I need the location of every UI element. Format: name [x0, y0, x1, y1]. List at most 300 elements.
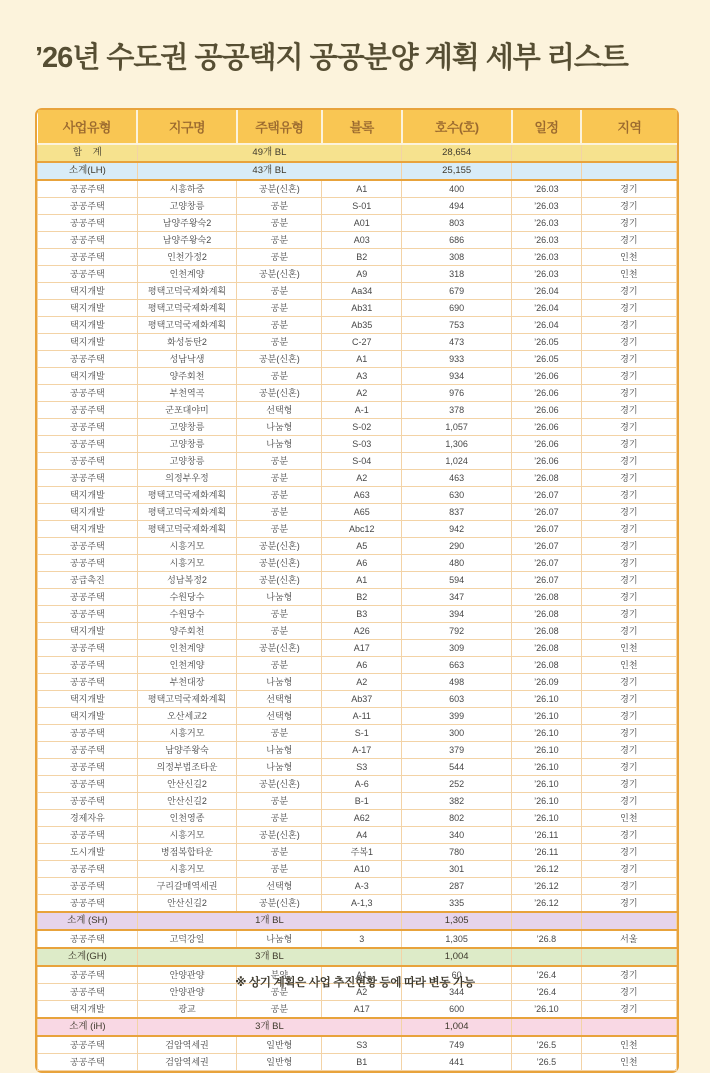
cell-business-type: 경제자유	[38, 810, 138, 827]
cell-block: Ab37	[322, 691, 402, 708]
cell-region: 경기	[581, 589, 676, 606]
cell-units: 400	[402, 180, 512, 198]
cell-schedule: ’26.08	[512, 657, 582, 674]
subtotal-row-2-units: 1,004	[402, 948, 512, 966]
col-header-district: 지구명	[137, 110, 237, 144]
table-row	[38, 232, 677, 249]
cell-block: S-03	[322, 436, 402, 453]
cell-region: 경기	[581, 966, 676, 984]
cell-schedule: ’26.08	[512, 589, 582, 606]
cell-block: A1	[322, 351, 402, 368]
cell-block: B3	[322, 606, 402, 623]
cell-housing-type: 일반형	[237, 1054, 322, 1071]
cell-business-type: 공공주택	[38, 861, 138, 878]
subtotal-row-3-region	[581, 1018, 676, 1036]
cell-region: 경기	[581, 674, 676, 691]
cell-housing-type: 공분	[237, 232, 322, 249]
cell-business-type: 공공주택	[38, 198, 138, 215]
cell-district: 화성동탄2	[137, 334, 237, 351]
cell-units: 344	[402, 984, 512, 1001]
table-row	[38, 215, 677, 232]
cell-district: 고양창릉	[137, 436, 237, 453]
cell-block: S-1	[322, 725, 402, 742]
cell-district: 시흥거모	[137, 538, 237, 555]
cell-business-type: 공공주택	[38, 640, 138, 657]
cell-units: 690	[402, 300, 512, 317]
table-row	[38, 368, 677, 385]
cell-units: 663	[402, 657, 512, 674]
cell-schedule: ’26.07	[512, 572, 582, 589]
cell-schedule: ’26.08	[512, 640, 582, 657]
cell-units: 976	[402, 385, 512, 402]
cell-units: 308	[402, 249, 512, 266]
cell-block: B-1	[322, 793, 402, 810]
cell-block: A2	[322, 470, 402, 487]
cell-housing-type: 나눔형	[237, 419, 322, 436]
cell-region: 경기	[581, 351, 676, 368]
cell-housing-type: 공분	[237, 487, 322, 504]
cell-business-type: 공공주택	[38, 878, 138, 895]
cell-district: 시흥거모	[137, 555, 237, 572]
cell-region: 경기	[581, 232, 676, 249]
cell-region: 경기	[581, 334, 676, 351]
cell-units: 753	[402, 317, 512, 334]
cell-schedule: ’26.08	[512, 623, 582, 640]
cell-block: A4	[322, 827, 402, 844]
cell-units: 837	[402, 504, 512, 521]
cell-business-type: 공공주택	[38, 589, 138, 606]
cell-units: 802	[402, 810, 512, 827]
cell-block: B2	[322, 249, 402, 266]
cell-district: 성남복정2	[137, 572, 237, 589]
cell-units: 679	[402, 283, 512, 300]
cell-housing-type: 선택형	[237, 878, 322, 895]
cell-units: 933	[402, 351, 512, 368]
cell-units: 335	[402, 895, 512, 913]
cell-block: A17	[322, 640, 402, 657]
cell-units: 792	[402, 623, 512, 640]
table-body	[38, 144, 677, 1071]
cell-schedule: ’26.05	[512, 351, 582, 368]
cell-units: 494	[402, 198, 512, 215]
cell-district: 인천계양	[137, 657, 237, 674]
cell-district: 부천대장	[137, 674, 237, 691]
cell-block: C-27	[322, 334, 402, 351]
cell-block: A-11	[322, 708, 402, 725]
cell-units: 686	[402, 232, 512, 249]
table-row	[38, 861, 677, 878]
cell-housing-type: 공분(신혼)	[237, 895, 322, 913]
subtotal-row-3-schedule	[512, 1018, 582, 1036]
table-row	[38, 827, 677, 844]
cell-housing-type: 나눔형	[237, 589, 322, 606]
cell-schedule: ’26.06	[512, 402, 582, 419]
cell-district: 구리갈매역세권	[137, 878, 237, 895]
table-row	[38, 810, 677, 827]
subtotal-row-0-schedule	[512, 162, 582, 180]
cell-region: 인천	[581, 1036, 676, 1054]
table-row	[38, 334, 677, 351]
cell-units: 1,306	[402, 436, 512, 453]
cell-block: A03	[322, 232, 402, 249]
cell-region: 서울	[581, 930, 676, 948]
cell-schedule: ’26.09	[512, 674, 582, 691]
table-row	[38, 793, 677, 810]
cell-units: 1,057	[402, 419, 512, 436]
cell-housing-type: 공분	[237, 844, 322, 861]
cell-schedule: ’26.06	[512, 436, 582, 453]
cell-units: 340	[402, 827, 512, 844]
cell-district: 고양창릉	[137, 198, 237, 215]
cell-business-type: 공공주택	[38, 249, 138, 266]
cell-district: 인천영종	[137, 810, 237, 827]
cell-district: 안양관양	[137, 966, 237, 984]
cell-business-type: 공공주택	[38, 827, 138, 844]
cell-housing-type: 나눔형	[237, 742, 322, 759]
table-row	[38, 742, 677, 759]
cell-schedule: ’26.11	[512, 844, 582, 861]
cell-business-type: 공공주택	[38, 984, 138, 1001]
table-row	[38, 453, 677, 470]
cell-district: 고양창릉	[137, 453, 237, 470]
table-row	[38, 402, 677, 419]
total-row-schedule	[512, 144, 582, 162]
col-header-business-type: 사업유형	[38, 110, 138, 144]
cell-schedule: ’26.12	[512, 878, 582, 895]
cell-district: 성남낙생	[137, 351, 237, 368]
cell-district: 안양관양	[137, 984, 237, 1001]
table-row	[38, 1001, 677, 1019]
table-row	[38, 487, 677, 504]
cell-schedule: ’26.10	[512, 708, 582, 725]
cell-units: 480	[402, 555, 512, 572]
table-row	[38, 351, 677, 368]
table-row	[38, 776, 677, 793]
cell-business-type: 공공주택	[38, 930, 138, 948]
col-header-housing-type: 주택유형	[237, 110, 322, 144]
cell-block: A6	[322, 555, 402, 572]
cell-block: S3	[322, 1036, 402, 1054]
cell-block: A62	[322, 810, 402, 827]
page-title: ’26년 수도권 공공택지 공공분양 계획 세부 리스트	[35, 42, 628, 74]
cell-units: 441	[402, 1054, 512, 1071]
total-row-region	[581, 144, 676, 162]
cell-housing-type: 공분(신혼)	[237, 827, 322, 844]
cell-schedule: ’26.03	[512, 266, 582, 283]
total-row-bl-count: 49개 BL	[137, 144, 402, 162]
total-row	[38, 144, 677, 162]
cell-housing-type: 나눔형	[237, 759, 322, 776]
cell-business-type: 공공주택	[38, 419, 138, 436]
cell-units: 300	[402, 725, 512, 742]
table-row	[38, 878, 677, 895]
cell-schedule: ’26.08	[512, 470, 582, 487]
cell-schedule: ’26.07	[512, 555, 582, 572]
cell-region: 경기	[581, 623, 676, 640]
cell-housing-type: 공분	[237, 504, 322, 521]
subtotal-row-1	[38, 912, 677, 930]
cell-schedule: ’26.8	[512, 930, 582, 948]
cell-district: 오산세교2	[137, 708, 237, 725]
cell-region: 경기	[581, 793, 676, 810]
table-row	[38, 555, 677, 572]
table-row	[38, 759, 677, 776]
plan-table-grid	[37, 110, 677, 1071]
cell-block: A63	[322, 487, 402, 504]
cell-schedule: ’26.4	[512, 984, 582, 1001]
cell-schedule: ’26.10	[512, 759, 582, 776]
cell-housing-type: 공분	[237, 793, 322, 810]
cell-schedule: ’26.03	[512, 180, 582, 198]
table-row	[38, 1054, 677, 1071]
cell-block: 주복1	[322, 844, 402, 861]
cell-region: 경기	[581, 742, 676, 759]
cell-region: 경기	[581, 555, 676, 572]
cell-schedule: ’26.11	[512, 827, 582, 844]
cell-region: 경기	[581, 419, 676, 436]
cell-block: A01	[322, 215, 402, 232]
cell-schedule: ’26.08	[512, 606, 582, 623]
cell-housing-type: 공분	[237, 657, 322, 674]
cell-units: 473	[402, 334, 512, 351]
cell-region: 경기	[581, 895, 676, 913]
table-row	[38, 640, 677, 657]
cell-business-type: 택지개발	[38, 317, 138, 334]
cell-units: 630	[402, 487, 512, 504]
cell-block: Aa34	[322, 283, 402, 300]
subtotal-row-0	[38, 162, 677, 180]
cell-block: A2	[322, 674, 402, 691]
cell-schedule: ’26.07	[512, 538, 582, 555]
cell-schedule: ’26.4	[512, 966, 582, 984]
table-row	[38, 930, 677, 948]
cell-block: A-3	[322, 878, 402, 895]
total-row-units: 28,654	[402, 144, 512, 162]
cell-units: 463	[402, 470, 512, 487]
cell-units: 1,305	[402, 930, 512, 948]
cell-business-type: 공공주택	[38, 232, 138, 249]
cell-block: A2	[322, 385, 402, 402]
cell-schedule: ’26.10	[512, 1001, 582, 1019]
cell-block: A17	[322, 1001, 402, 1019]
cell-business-type: 공공주택	[38, 759, 138, 776]
subtotal-row-1-region	[581, 912, 676, 930]
cell-housing-type: 공분(신혼)	[237, 180, 322, 198]
table-row	[38, 266, 677, 283]
cell-block: A3	[322, 368, 402, 385]
cell-housing-type: 공분	[237, 623, 322, 640]
table-row	[38, 436, 677, 453]
table-row	[38, 657, 677, 674]
cell-business-type: 공공주택	[38, 742, 138, 759]
cell-schedule: ’26.5	[512, 1036, 582, 1054]
cell-district: 군포대야미	[137, 402, 237, 419]
cell-district: 안산신길2	[137, 776, 237, 793]
cell-district: 시흥거모	[137, 861, 237, 878]
cell-district: 인천계양	[137, 266, 237, 283]
cell-block: B2	[322, 589, 402, 606]
cell-region: 경기	[581, 521, 676, 538]
cell-region: 경기	[581, 436, 676, 453]
cell-units: 382	[402, 793, 512, 810]
cell-business-type: 공공주택	[38, 385, 138, 402]
cell-region: 경기	[581, 402, 676, 419]
cell-business-type: 공공주택	[38, 895, 138, 913]
cell-units: 780	[402, 844, 512, 861]
cell-block: A65	[322, 504, 402, 521]
cell-business-type: 공공주택	[38, 402, 138, 419]
cell-schedule: ’26.03	[512, 232, 582, 249]
cell-housing-type: 공분	[237, 368, 322, 385]
cell-district: 남양주왕숙	[137, 742, 237, 759]
col-header-region: 지역	[581, 110, 676, 144]
cell-block: A-17	[322, 742, 402, 759]
cell-region: 경기	[581, 776, 676, 793]
cell-housing-type: 일반형	[237, 1036, 322, 1054]
cell-housing-type: 나눔형	[237, 930, 322, 948]
cell-block: 3	[322, 930, 402, 948]
table-row	[38, 385, 677, 402]
cell-region: 경기	[581, 487, 676, 504]
cell-business-type: 택지개발	[38, 368, 138, 385]
subtotal-row-0-units: 25,155	[402, 162, 512, 180]
table-row	[38, 844, 677, 861]
cell-business-type: 공공주택	[38, 470, 138, 487]
cell-schedule: ’26.10	[512, 742, 582, 759]
cell-district: 인천가정2	[137, 249, 237, 266]
cell-schedule: ’26.10	[512, 776, 582, 793]
cell-district: 안산신길2	[137, 793, 237, 810]
cell-schedule: ’26.07	[512, 504, 582, 521]
cell-housing-type: 공분(신혼)	[237, 640, 322, 657]
cell-business-type: 공공주택	[38, 351, 138, 368]
table-row	[38, 249, 677, 266]
cell-district: 안산신길2	[137, 895, 237, 913]
cell-units: 498	[402, 674, 512, 691]
cell-district: 평택고덕국제화계획	[137, 504, 237, 521]
cell-district: 인천계양	[137, 640, 237, 657]
cell-region: 경기	[581, 504, 676, 521]
cell-business-type: 택지개발	[38, 504, 138, 521]
cell-business-type: 공공주택	[38, 453, 138, 470]
cell-region: 인천	[581, 266, 676, 283]
cell-housing-type: 공분(신혼)	[237, 538, 322, 555]
table-row	[38, 470, 677, 487]
cell-schedule: ’26.10	[512, 725, 582, 742]
cell-district: 평택고덕국제화계획	[137, 691, 237, 708]
cell-region: 경기	[581, 198, 676, 215]
cell-district: 평택고덕국제화계획	[137, 521, 237, 538]
cell-business-type: 공공주택	[38, 793, 138, 810]
cell-district: 평택고덕국제화계획	[137, 283, 237, 300]
cell-district: 광교	[137, 1001, 237, 1019]
cell-business-type: 공공주택	[38, 215, 138, 232]
cell-schedule: ’26.10	[512, 691, 582, 708]
cell-district: 수원당수	[137, 589, 237, 606]
cell-business-type: 택지개발	[38, 334, 138, 351]
cell-housing-type: 분양	[237, 966, 322, 984]
cell-units: 594	[402, 572, 512, 589]
cell-housing-type: 공분(신혼)	[237, 776, 322, 793]
cell-region: 경기	[581, 708, 676, 725]
table-row	[38, 419, 677, 436]
cell-block: A10	[322, 861, 402, 878]
cell-district: 시흥거모	[137, 725, 237, 742]
cell-business-type: 공공주택	[38, 538, 138, 555]
cell-business-type: 공공주택	[38, 1054, 138, 1071]
cell-district: 양주회천	[137, 368, 237, 385]
cell-business-type: 공공주택	[38, 555, 138, 572]
subtotal-row-0-bl-count: 43개 BL	[137, 162, 402, 180]
cell-district: 고양창릉	[137, 419, 237, 436]
cell-region: 경기	[581, 984, 676, 1001]
table-row	[38, 521, 677, 538]
subtotal-row-2	[38, 948, 677, 966]
cell-schedule: ’26.04	[512, 317, 582, 334]
table-row	[38, 691, 677, 708]
table-row	[38, 674, 677, 691]
cell-business-type: 택지개발	[38, 1001, 138, 1019]
cell-business-type: 공공주택	[38, 725, 138, 742]
subtotal-row-2-schedule	[512, 948, 582, 966]
cell-business-type: 공공주택	[38, 776, 138, 793]
cell-units: 544	[402, 759, 512, 776]
header-row	[38, 110, 677, 144]
cell-region: 인천	[581, 249, 676, 266]
cell-units: 309	[402, 640, 512, 657]
cell-housing-type: 공분	[237, 725, 322, 742]
cell-district: 의정부법조타운	[137, 759, 237, 776]
cell-business-type: 공공주택	[38, 657, 138, 674]
cell-block: A1	[322, 966, 402, 984]
cell-housing-type: 공분	[237, 470, 322, 487]
cell-units: 287	[402, 878, 512, 895]
cell-block: A-1,3	[322, 895, 402, 913]
cell-region: 인천	[581, 1054, 676, 1071]
subtotal-row-3-units: 1,004	[402, 1018, 512, 1036]
cell-region: 경기	[581, 861, 676, 878]
table-row	[38, 623, 677, 640]
cell-business-type: 택지개발	[38, 691, 138, 708]
cell-schedule: ’26.06	[512, 385, 582, 402]
cell-block: A2	[322, 984, 402, 1001]
cell-units: 378	[402, 402, 512, 419]
total-row-label: 합 계	[38, 144, 138, 162]
cell-region: 경기	[581, 180, 676, 198]
cell-district: 부천역곡	[137, 385, 237, 402]
cell-business-type: 택지개발	[38, 283, 138, 300]
cell-region: 경기	[581, 759, 676, 776]
cell-district: 평택고덕국제화계획	[137, 300, 237, 317]
cell-units: 603	[402, 691, 512, 708]
cell-block: A-1	[322, 402, 402, 419]
cell-business-type: 공공주택	[38, 180, 138, 198]
cell-district: 수원당수	[137, 606, 237, 623]
cell-units: 399	[402, 708, 512, 725]
cell-housing-type: 선택형	[237, 708, 322, 725]
cell-units: 1,024	[402, 453, 512, 470]
cell-housing-type: 공분	[237, 606, 322, 623]
cell-schedule: ’26.07	[512, 521, 582, 538]
cell-region: 경기	[581, 844, 676, 861]
cell-units: 942	[402, 521, 512, 538]
cell-region: 경기	[581, 1001, 676, 1019]
cell-region: 경기	[581, 283, 676, 300]
cell-region: 경기	[581, 878, 676, 895]
cell-housing-type: 공분(신혼)	[237, 385, 322, 402]
cell-schedule: ’26.05	[512, 334, 582, 351]
cell-housing-type: 선택형	[237, 691, 322, 708]
